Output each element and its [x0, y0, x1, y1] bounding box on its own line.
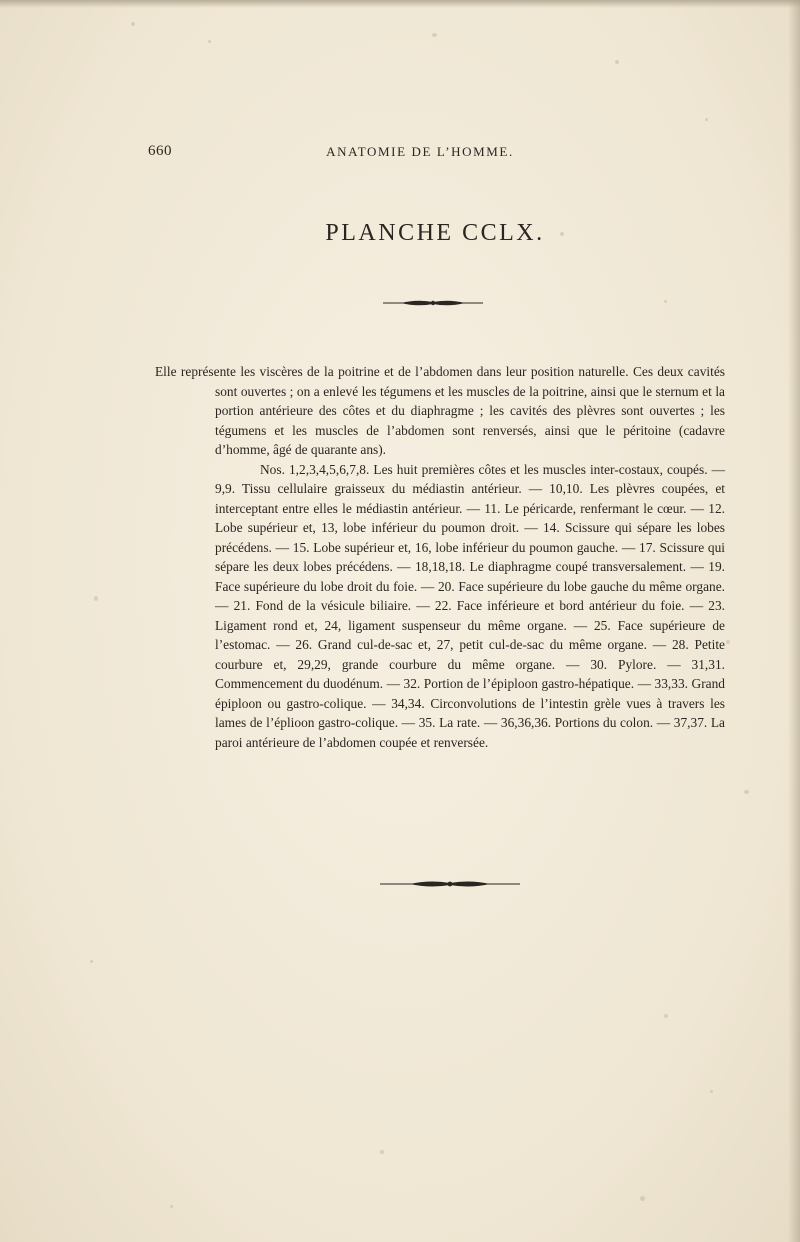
foxing-spot [131, 22, 135, 26]
plate-title: PLANCHE CCLX. [325, 220, 545, 246]
foxing-spot [710, 1090, 713, 1093]
legend-paragraph: Nos. 1,2,3,4,5,6,7,8. Les huit premières côtes et les muscles inter-costaux, coupés. — 9,9. Tissu cellulaire graisseux du médiastin antérieur. — 10,10. Les plèvres coupées, et interceptant entre elles le médiastin antérieur. — 11. Le péricarde, renfermant le cœur. — 12. Lobe supérieur et, 13, lobe inférieur du poumon droit. — 14. Scissure qui sépare les lobes précédens. — 15. Lobe supérieur et, 16, lobe inférieur du poumon gauche. — 17. Scissure qui sépare les deux lobes précédens. — 18,18,18. Le diaphragme coupé transversalement. — 19. Face supérieure du lobe droit du foie. — 20. Face supérieure du lobe gauche du même organe. — 21. Fond de la vésicule biliaire. — 22. Face inférieure et bord antérieur du foie. — 23. Ligament rond et, 24, ligament suspenseur du même organe. — 25. Face supérieure de l’estomac. — 26. Grand cul-de-sac et, 27, petit cul-de-sac du même organe. — 28. Petite courbure et, 29,29, grande courbure du même organe. — 30. Pylore. — 31,31. Commencement du duodénum. — 32. Portion de l’épiploon gastro-hépatique. — 33,33. Grand épiploon ou gastro-colique. — 34,34. Circonvolutions de l’intestin grèle vues à travers les lames de l’éplioon gastro-colique. — 35. La rate. — 36,36,36. Portions du colon. — 37,37. La paroi antérieure de l’abdomen coupée et renversée. [215, 461, 725, 750]
foxing-spot [170, 1205, 173, 1208]
foxing-spot [615, 60, 619, 64]
foxing-spot [664, 300, 667, 303]
foxing-spot [94, 596, 98, 601]
ornamental-rule-top [383, 297, 483, 309]
intro-paragraph: Elle représente les viscères de la poitrine et de l’abdomen dans leur position naturelle. Ces deux cavités sont ouvertes ; on a enlevé les tégumens et les muscles de la poitrine, ainsi que le sternum et la portion antérieure des côtes et du diaphragme ; les cavités des plèvres sont ouvertes ; les tégumens et les muscles de l’abdomen sont renversés, ainsi que le péritoine (cadavre d’homme, âgé de quarante ans). [155, 364, 725, 457]
foxing-spot [726, 640, 730, 644]
foxing-spot [664, 1014, 668, 1018]
foxing-spot [705, 118, 708, 121]
foxing-spot [380, 1150, 384, 1154]
page-number: 660 [148, 143, 172, 159]
ornamental-rule-bottom [380, 878, 520, 890]
foxing-spot [208, 40, 211, 43]
foxing-spot [744, 790, 749, 794]
foxing-spot [432, 33, 437, 37]
foxing-spot [90, 960, 93, 963]
running-head: ANATOMIE DE L’HOMME. [326, 144, 514, 159]
foxing-spot [640, 1196, 645, 1201]
page-top-shadow [0, 0, 800, 8]
page-edge-shadow [788, 0, 800, 1242]
plate-description [155, 362, 725, 752]
